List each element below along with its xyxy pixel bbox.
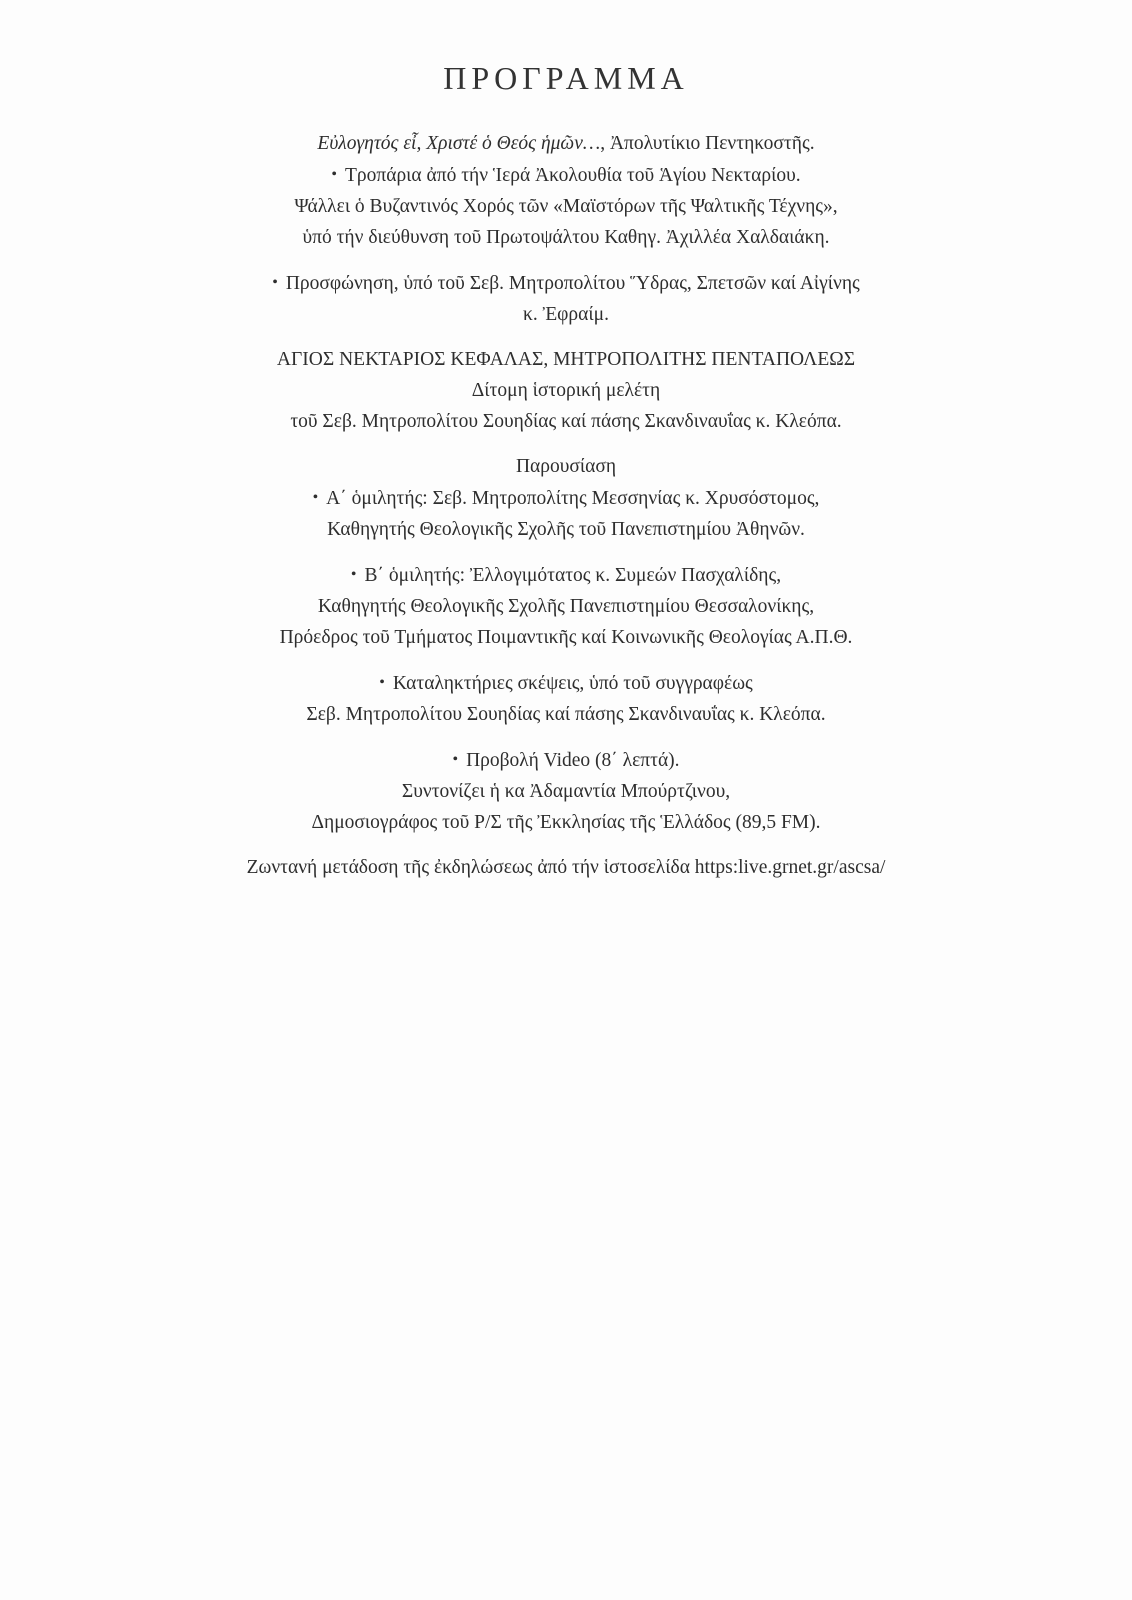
bullet-icon: • [452,751,459,768]
bullet-icon: • [272,274,278,291]
speaker-a-line-1 [150,482,982,514]
video-line [150,744,982,776]
speaker-a-text: Α΄ ὁμιλητής: Σεβ. Μητροπολίτης Μεσσηνίας κ. Χρυσόστομος, [326,488,820,509]
speaker-b-line-3: Πρόεδρος τοῦ Τμήματος Ποιμαντικῆς καί Κοινωνικῆς Θεολογίας Α.Π.Θ. [279,627,853,648]
book-section [150,344,982,437]
book-author: τοῦ Σεβ. Μητροπολίτου Σουηδίας καί πάσης Σκανδιναυΐας κ. Κλεόπα. [290,411,842,432]
book-title: ΑΓΙΟΣ ΝΕΚΤΑΡΙΟΣ ΚΕΦΑΛΑΣ, ΜΗΤΡΟΠΟΛΙΤΗΣ ΠΕΝΤΑΠΟΛΕΩΣ [276,349,856,370]
closing-line-1 [150,667,982,699]
bullet-icon: • [379,674,385,691]
page-title: ΠΡΟΓΡΑΜΜΑ [443,60,689,96]
bullet-icon: • [312,489,319,506]
closing-text: Καταληκτήριες σκέψεις, ὑπό τοῦ συγγραφέως [392,673,753,694]
speaker-b-line-1 [150,559,982,591]
bullet-icon: • [350,566,357,583]
address-text: Προσφώνηση, ὑπό τοῦ Σεβ. Μητροπολίτου Ὕδρας, Σπετσῶν καί Αἰγίνης [285,273,860,294]
livestream-url[interactable]: https:live.grnet.gr/ascsa/ [694,857,886,878]
video-and-moderator [150,744,982,838]
speaker-b-line-2: Καθηγητής Θεολογικῆς Σχολῆς Πανεπιστημίου Θεσσαλονίκης, [317,596,815,617]
livestream-text: Ζωντανή μετάδοση τῆς ἐκδηλώσεως ἀπό τήν ἱστοσελίδα [246,857,695,878]
speaker-b-text: Β΄ ὁμιλητής: Ἐλλογιμότατος κ. Συμεών Πασχαλίδης, [364,565,782,586]
hymn-incipit: Εὐλογητός εἶ, Χριστέ ὁ Θεός ἡμῶν… [317,133,601,154]
moderator-line-2: Δημοσιογράφος τοῦ Ρ/Σ τῆς Ἐκκλησίας τῆς Ἑλλάδος (89,5 FM). [311,812,821,833]
hymn-name: , Ἀπολυτίκιο Πεντηκοστῆς. [600,133,815,154]
video-text: Προβολή Video (8΄ λεπτά). [466,750,680,771]
address-section [150,267,982,330]
speaker-a-line-2: Καθηγητής Θεολογικῆς Σχολῆς τοῦ Πανεπιστημίου Ἀθηνῶν. [327,519,805,540]
conductor-line: ὑπό τήν διεύθυνση τοῦ Πρωτοψάλτου Καθηγ. Ἀχιλλέα Χαλδαιάκη. [302,227,830,248]
closing-remarks [150,667,982,730]
presentation-speaker-b [150,559,982,653]
livestream-line [150,852,982,883]
moderator-line-1: Συντονίζει ἡ κα Ἀδαμαντία Μπούρτζινου, [401,781,731,802]
program-content [150,128,982,897]
troparia-line [150,159,982,191]
livestream-section [150,852,982,883]
closing-line-2: Σεβ. Μητροπολίτου Σουηδίας καί πάσης Σκανδιναυΐας κ. Κλεόπα. [306,704,826,725]
address-line-2: κ. Ἐφραίμ. [523,304,609,325]
book-subtitle: Δίτομη ἱστορική μελέτη [471,380,661,401]
presentation-heading: Παρουσίαση [515,456,617,477]
address-line-1 [150,267,982,299]
presentation-speaker-a [150,451,982,545]
bullet-icon: • [331,166,337,183]
opening-section [150,128,982,253]
troparia-text: Τροπάρια ἀπό τήν Ἱερά Ἀκολουθία τοῦ Ἁγίου Νεκταρίου. [344,165,801,186]
hymn-line [150,128,982,159]
choir-line: Ψάλλει ὁ Βυζαντινός Χορός τῶν «Μαϊστόρων τῆς Ψαλτικῆς Τέχνης», [294,196,838,217]
